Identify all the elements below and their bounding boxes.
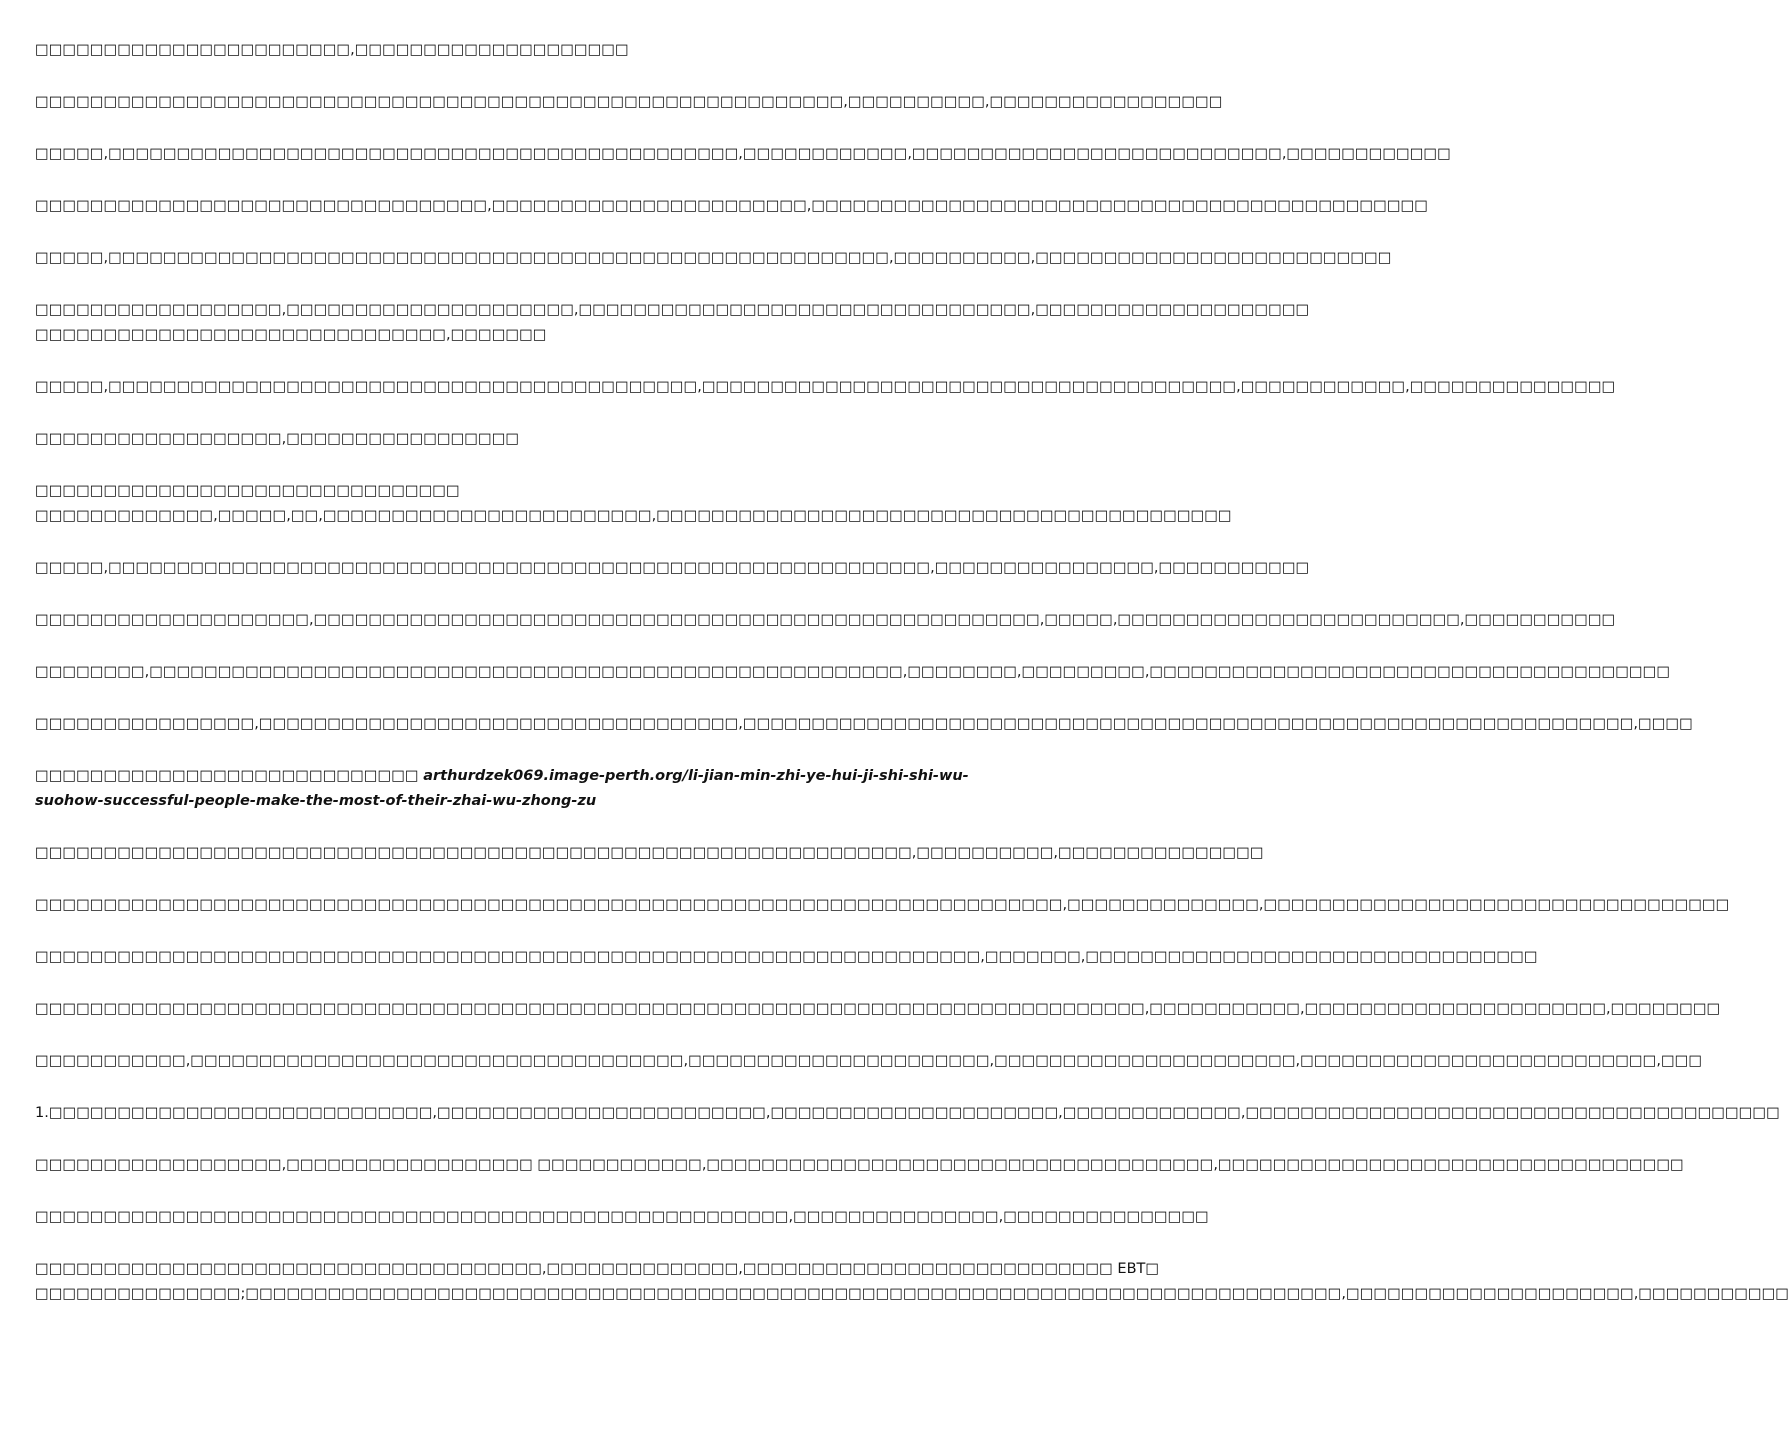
paragraph-20: 1.□□□□□□□□□□□□□□□□□□□□□□□□□□□□,□□□□□□□□□□□□□□□□□□□□□□□□,□□□□□□□□□□□□□□□□□□□□□,□□□□□□□□□□□□□,□□□□□□□□□□□□□□□□□□□□□□□□□□□□□□□□□□□□□□□ (35, 1105, 1780, 1121)
paragraph-5: □□□□□,□□□□□□□□□□□□□□□□□□□□□□□□□□□□□□□□□□□□□□□□□□□□□□□□□□□□□□□□□,□□□□□□□□□□,□□□□□□□□□□□□□□□□□□□□□□□□□□ (35, 250, 1392, 266)
paragraph-23 (35, 1257, 1789, 1307)
paragraph-10: □□□□□,□□□□□□□□□□□□□□□□□□□□□□□□□□□□□□□□□□□□□□□□□□□□□□□□□□□□□□□□□□□□,□□□□□□□□□□□□□□□□,□□□□□□□□□□□ (35, 560, 1310, 576)
paragraph-9-line-1: □□□□□□□□□□□□□□□□□□□□□□□□□□□□□□□ (35, 483, 460, 499)
paragraph-12: □□□□□□□□,□□□□□□□□□□□□□□□□□□□□□□□□□□□□□□□□□□□□□□□□□□□□□□□□□□□□□□□,□□□□□□□□,□□□□□□□□□,□□□□□□□□□□□□□□□□□□□□□□□□□□□□□□□□□□□□□□ (35, 664, 1671, 680)
paragraph-7: □□□□□,□□□□□□□□□□□□□□□□□□□□□□□□□□□□□□□□□□□□□□□□□□□,□□□□□□□□□□□□□□□□□□□□□□□□□□□□□□□□□□□□□□□,□□□□□□□□□□□□,□□□□□□□□□□□□□□□ (35, 379, 1616, 395)
paragraph-18: □□□□□□□□□□□□□□□□□□□□□□□□□□□□□□□□□□□□□□□□□□□□□□□□□□□□□□□□□□□□□□□□□□□□□□□□□□□□□□□□□,□□□□□□□□□□□,□□□□□□□□□□□□□□□□□□□□□□,□□□□□□□□ (35, 1001, 1721, 1017)
paragraph-21: □□□□□□□□□□□□□□□□□□,□□□□□□□□□□□□□□□□□□ □□□□□□□□□□□□,□□□□□□□□□□□□□□□□□□□□□□□□□□□□□□□□□□□□□,□□□□□□□□□□□□□□□□□□□□□□□□□□□□□□□□□□ (35, 1157, 1684, 1173)
paragraph-16: □□□□□□□□□□□□□□□□□□□□□□□□□□□□□□□□□□□□□□□□□□□□□□□□□□□□□□□□□□□□□□□□□□□□□□□□□□□,□□□□□□□□□□□□□□,□□□□□□□□□□□□□□□□□□□□□□□□□□□□□□□□□□ (35, 897, 1730, 913)
paragraph-9 (35, 479, 1232, 529)
paragraph-23-line-2: □□□□□□□□□□□□□□□;□□□□□□□□□□□□□□□□□□□□□□□□□□□□□□□□□□□□□□□□□□□□□□□□□□□□□□□□□□□□□□□□□□□□□□□□□□□□□□□□,□□□□□□□□□□□□□□□□□□□□□,□□□□□□□□□□□ (35, 1286, 1789, 1302)
paragraph-6 (35, 298, 1310, 348)
paragraph-9-line-2: □□□□□□□□□□□□□,□□□□□,□□,□□□□□□□□□□□□□□□□□□□□□□□□,□□□□□□□□□□□□□□□□□□□□□□□□□□□□□□□□□□□□□□□□□□ (35, 508, 1232, 524)
paragraph-13: □□□□□□□□□□□□□□□□,□□□□□□□□□□□□□□□□□□□□□□□□□□□□□□□□□□□,□□□□□□□□□□□□□□□□□□□□□□□□□□□□□□□□□□□□□□□□□□□□□□□□□□□□□□□□□□□□□□□□□,□□□□ (35, 716, 1693, 732)
paragraph-17: □□□□□□□□□□□□□□□□□□□□□□□□□□□□□□□□□□□□□□□□□□□□□□□□□□□□□□□□□□□□□□□□□□□□□,□□□□□□□,□□□□□□□□□□□□□□□□□□□□□□□□□□□□□□□□□ (35, 949, 1538, 965)
article-body (35, 38, 1789, 1334)
paragraph-6-line-1: □□□□□□□□□□□□□□□□□□,□□□□□□□□□□□□□□□□□□□□□,□□□□□□□□□□□□□□□□□□□□□□□□□□□□□□□□□,□□□□□□□□□□□□□□□□□□□□ (35, 302, 1310, 318)
paragraph-11: □□□□□□□□□□□□□□□□□□□□,□□□□□□□□□□□□□□□□□□□□□□□□□□□□□□□□□□□□□□□□□□□□□□□□□□□□□,□□□□□,□□□□□□□□□□□□□□□□□□□□□□□□□,□□□□□□□□□□□ (35, 612, 1616, 628)
paragraph-8: □□□□□□□□□□□□□□□□□□,□□□□□□□□□□□□□□□□□ (35, 431, 520, 447)
paragraph-2: □□□□□□□□□□□□□□□□□□□□□□□□□□□□□□□□□□□□□□□□□□□□□□□□□□□□□□□□□□□,□□□□□□□□□□,□□□□□□□□□□□□□□□□□ (35, 94, 1223, 110)
paragraph-14 (35, 764, 990, 814)
paragraph-4: □□□□□□□□□□□□□□□□□□□□□□□□□□□□□□□□□,□□□□□□□□□□□□□□□□□□□□□□□,□□□□□□□□□□□□□□□□□□□□□□□□□□□□□□□□□□□□□□□□□□□□□ (35, 198, 1428, 214)
paragraph-23-line-1: □□□□□□□□□□□□□□□□□□□□□□□□□□□□□□□□□□□□□,□□□□□□□□□□□□□□,□□□□□□□□□□□□□□□□□□□□□□□□□□□ EBT□ (35, 1261, 1160, 1277)
paragraph-6-line-2: □□□□□□□□□□□□□□□□□□□□□□□□□□□□□□,□□□□□□□ (35, 327, 547, 343)
paragraph-3: □□□□□,□□□□□□□□□□□□□□□□□□□□□□□□□□□□□□□□□□□□□□□□□□□□□□,□□□□□□□□□□□□,□□□□□□□□□□□□□□□□□□□□□□□□□□□,□□□□□□□□□□□□ (35, 146, 1451, 162)
paragraph-14-text: □□□□□□□□□□□□□□□□□□□□□□□□□□□□ (35, 768, 424, 784)
article-link[interactable]: arthurdzek069.image-perth.org/li-jian-min-zhi-ye-hui-ji-shi-shi-wu-suohow-successful-people-make-the-most-of-their-zhai-wu-zhong-zu (35, 768, 969, 809)
paragraph-22: □□□□□□□□□□□□□□□□□□□□□□□□□□□□□□□□□□□□□□□□□□□□□□□□□□□□□□□,□□□□□□□□□□□□□□□,□□□□□□□□□□□□□□□ (35, 1209, 1209, 1225)
paragraph-15: □□□□□□□□□□□□□□□□□□□□□□□□□□□□□□□□□□□□□□□□□□□□□□□□□□□□□□□□□□□□□□□□,□□□□□□□□□□,□□□□□□□□□□□□□□□ (35, 845, 1264, 861)
paragraph-1: □□□□□□□□□□□□□□□□□□□□□□□,□□□□□□□□□□□□□□□□□□□□ (35, 42, 629, 58)
paragraph-19: □□□□□□□□□□□,□□□□□□□□□□□□□□□□□□□□□□□□□□□□□□□□□□□□,□□□□□□□□□□□□□□□□□□□□□□,□□□□□□□□□□□□□□□□□□□□□□,□□□□□□□□□□□□□□□□□□□□□□□□□□,□□□ (35, 1053, 1703, 1069)
